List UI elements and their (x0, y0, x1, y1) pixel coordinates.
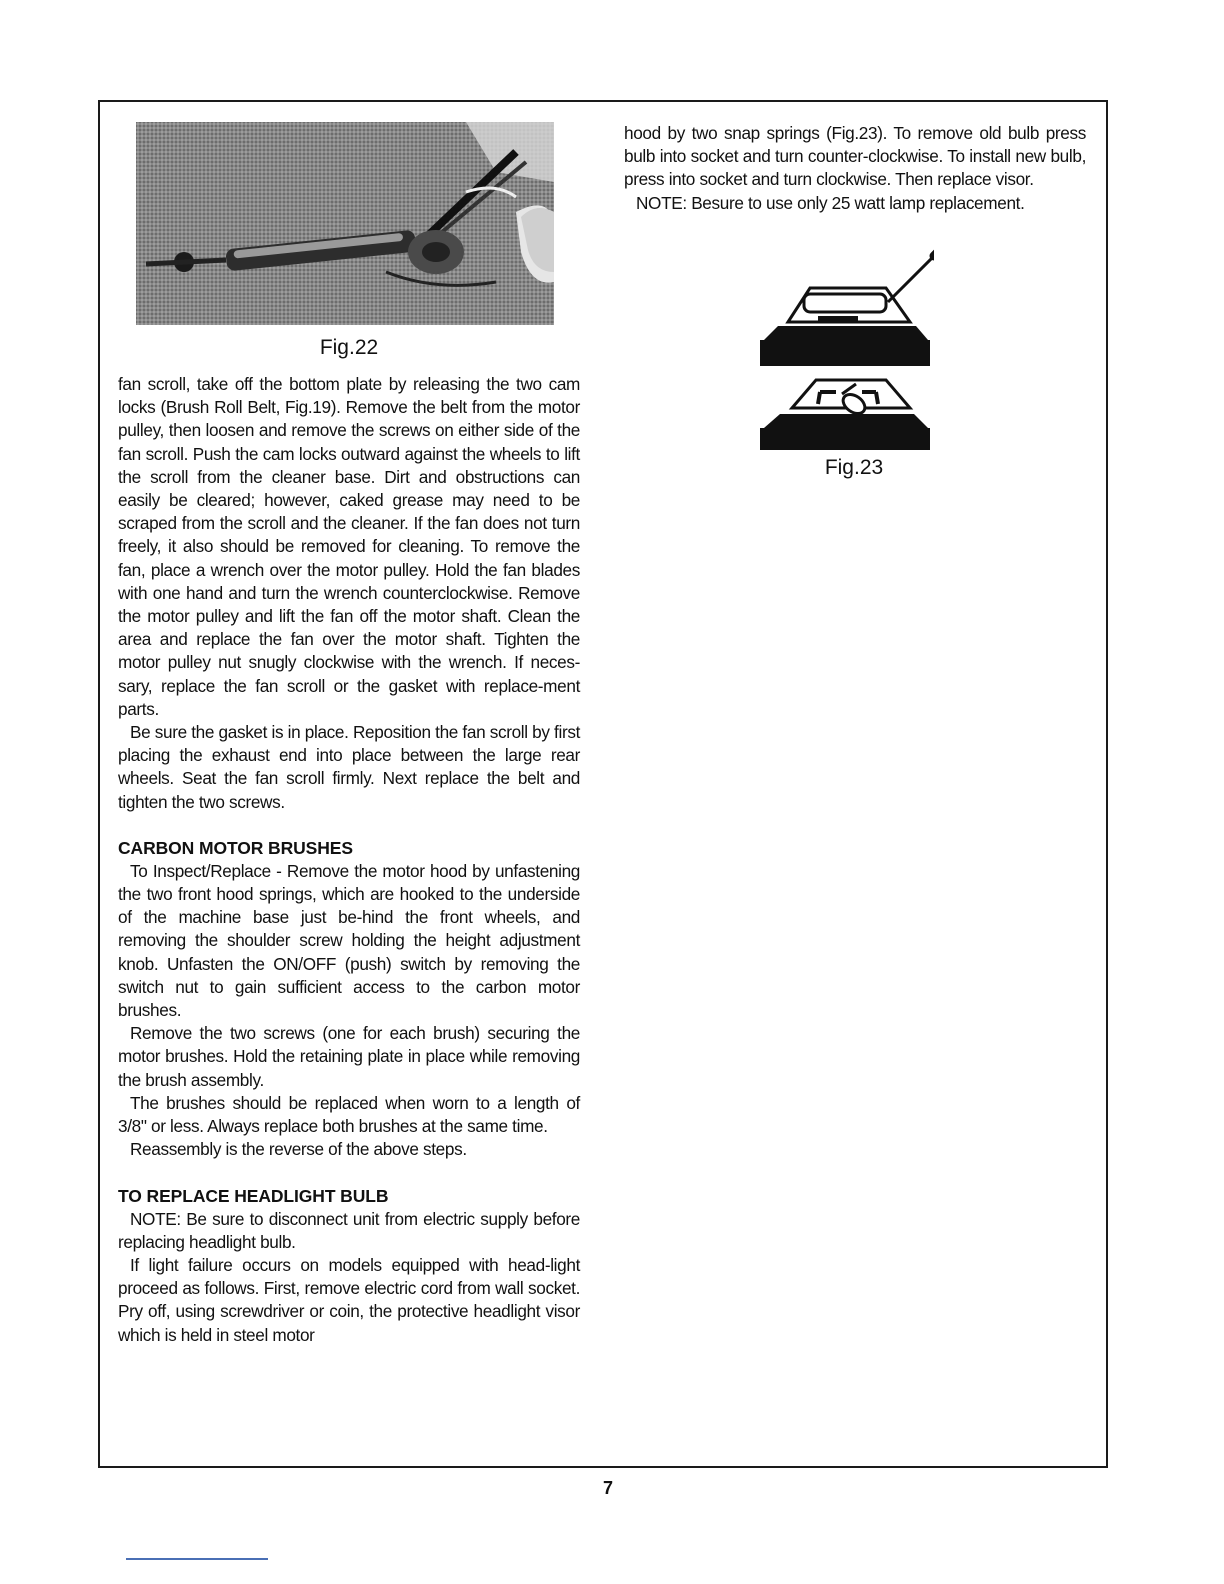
remove-screws-paragraph: Remove the two screws (one for each brush) securing the motor brushes. Hold the retaining plate in place while removing the brush assembly. (118, 1023, 580, 1090)
reassembly-paragraph: Reassembly is the reverse of the above steps. (130, 1139, 467, 1160)
disconnect-note: NOTE: Be sure to disconnect unit from electric supply before replacing headlight bulb. (118, 1208, 580, 1252)
gasket-paragraph: Be sure the gasket is in place. Reposition the fan scroll by first placing the exhaust end into place between the large rear wheels. Seat the fan scroll firmly. Next replace the belt and tighten the two screws. (118, 722, 580, 812)
fig23-caption: Fig.23 (824, 456, 884, 479)
left-column (118, 122, 580, 1347)
headlight-heading: TO REPLACE HEADLIGHT BULB (118, 1185, 389, 1206)
footer-underline (126, 1558, 268, 1560)
wattage-note: NOTE: Besure to use only 25 watt lamp replacement. (636, 192, 1025, 213)
brush-length-paragraph: The brushes should be replaced when worn to a length of 3/8" or less. Always replace both brushes at the same time. (118, 1092, 580, 1137)
right-column (624, 122, 1086, 215)
headlight-visor-diagram-icon (758, 244, 934, 450)
snap-springs-paragraph: hood by two snap springs (Fig.23). To remove old bulb press bulb into socket and turn counter-clockwise. To install new bulb, press into socket and turn clockwise. Then replace visor. (624, 123, 1086, 190)
carbon-brushes-heading: CARBON MOTOR BRUSHES (118, 837, 353, 858)
inspect-replace-paragraph: To Inspect/Replace - Remove the motor hood by unfastening the two front hood springs, which are hooked to the underside of the machine base just be-hind the front wheels, and removing the shoulder screw holding the height adjustment knob. Unfasten the ON/OFF (push) switch by removing the switch nut to gain sufficient access to the carbon motor brushes. (118, 860, 580, 1021)
vacuum-fan-scroll-photo-icon (136, 122, 554, 325)
fan-scroll-paragraph: fan scroll, take off the bottom plate by releasing the two cam locks (Brush Roll Belt, Fig.19). Remove the belt from the motor pulley, then loosen and remove the screws on either side of the fan scroll. Push the cam locks outward against the wheels to lift the scroll from the cleaner base. Dirt and obstructions can easily be cleared; however, caked grease may need to be scraped from the scroll and the cleaner. If the fan does not turn freely, it also should be removed for cleaning. To remove the fan, place a wrench over the motor pulley. Hold the fan blades with one hand and turn the wrench counterclockwise. Remove the motor pulley and lift the fan off the motor shaft. Clean the area and replace the fan over the motor shaft. Tighten the motor pulley nut snugly clockwise with the wrench. If neces-sary, replace the fan scroll or the gasket with replace-ment parts. (118, 374, 580, 719)
page-number: 7 (602, 1478, 613, 1498)
light-failure-paragraph: If light failure occurs on models equipped with head-light proceed as follows. First, remove electric cord from wall socket. Pry off, using screwdriver or coin, the protective headlight visor which is held in steel motor (118, 1254, 580, 1345)
fig22-caption: Fig.22 (319, 336, 379, 359)
fig22-photo (136, 122, 554, 325)
